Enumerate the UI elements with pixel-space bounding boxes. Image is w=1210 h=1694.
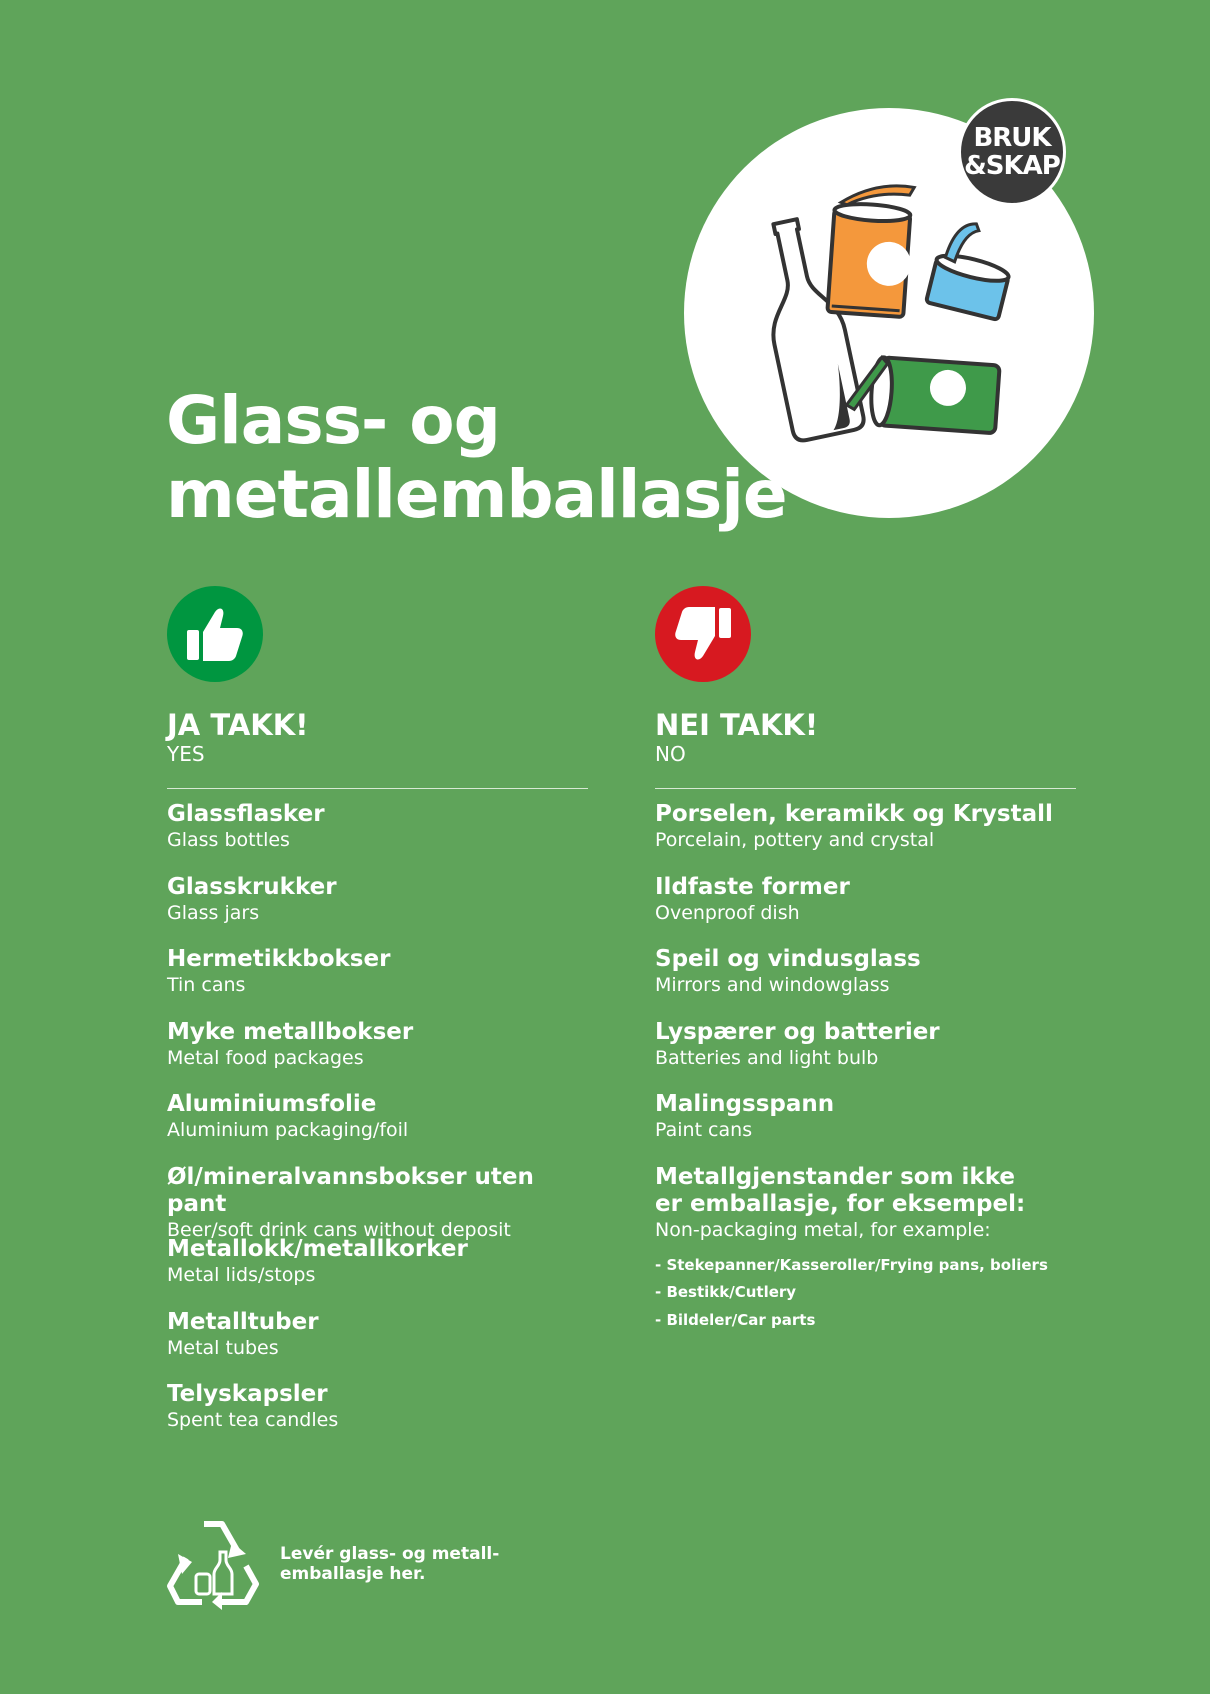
list-item (655, 1019, 1079, 1092)
item-translation: Glass jars (167, 901, 260, 924)
rejected-subheading: NO (655, 742, 686, 766)
item-translation: Spent tea candles (167, 1409, 339, 1431)
item-name: Aluminiumsfolie (167, 1091, 377, 1117)
item-translation: Metal lids/stops (167, 1264, 316, 1286)
item-translation: Batteries and light bulb (655, 1046, 879, 1069)
item-name: Glasskrukker (167, 873, 337, 900)
green-can-icon (845, 355, 999, 433)
footer (166, 1518, 499, 1610)
divider (167, 788, 588, 789)
list-item (655, 1164, 1079, 1335)
item-translation: Porcelain, pottery and crystal (655, 829, 935, 851)
item-name: Metalltuber (167, 1308, 319, 1335)
thumbs-down-icon (655, 586, 751, 682)
accepted-heading-block (167, 708, 591, 766)
item-name: Metallokk/metallkorker (167, 1236, 468, 1262)
page-title-line1: Glass- og (166, 382, 500, 459)
accepted-subheading: YES (167, 742, 205, 766)
item-translation: Metal food packages (167, 1046, 364, 1069)
rejected-heading-block (655, 708, 1079, 766)
item-name: Myke metallbokser (167, 1018, 414, 1045)
list-item (167, 1163, 591, 1241)
item-name: Glassflasker (167, 801, 325, 827)
item-translation: Aluminium packaging/foil (167, 1119, 409, 1141)
item-translation: Tin cans (167, 974, 246, 996)
item-name: Lyspærer og batterier (655, 1018, 940, 1045)
item-name: Øl/mineralvannsbokser uten pant (167, 1163, 534, 1217)
item-name: Speil og vindusglass (655, 946, 921, 972)
list-item (167, 874, 591, 947)
example-item: - Bestikk/Cutlery (655, 1283, 797, 1301)
list-item (167, 1091, 591, 1164)
footer-text-line1: Levér glass- og metall- (280, 1544, 500, 1564)
divider (655, 788, 1076, 789)
list-item (167, 801, 591, 874)
item-translation: Metal tubes (167, 1336, 279, 1359)
accepted-heading: JA TAKK! (167, 708, 309, 742)
examples-list (655, 1252, 1079, 1335)
footer-text-line2: emballasje her. (280, 1564, 426, 1584)
page-title-line2: metallemballasje (166, 456, 787, 533)
list-item (167, 946, 591, 1019)
orange-can-icon (827, 181, 916, 317)
example-item: - Stekepanner/Kasseroller/Frying pans, boliers (655, 1255, 1048, 1274)
item-name: Porselen, keramikk og Krystall (655, 801, 1053, 827)
brand-logo (958, 98, 1066, 206)
rejected-column (655, 586, 1079, 1334)
item-name-line1: Metallgjenstander som ikke (655, 1163, 1016, 1190)
list-item (167, 1381, 591, 1454)
item-translation: Ovenproof dish (655, 901, 800, 924)
list-item (655, 801, 1079, 874)
list-item (167, 1309, 591, 1382)
accepted-column (167, 586, 591, 1454)
thumbs-up-icon (167, 586, 263, 682)
rejected-list (655, 801, 1079, 1334)
brand-logo-line2: &SKAP (964, 151, 1060, 181)
list-item (655, 874, 1079, 947)
item-translation: Beer/soft drink cans without deposit (167, 1218, 511, 1241)
list-item (167, 1236, 591, 1309)
list-item (655, 1091, 1079, 1164)
recycle-icon (166, 1518, 260, 1610)
item-translation: Mirrors and windowglass (655, 974, 890, 996)
brand-logo-line1: BRUK (973, 123, 1051, 153)
list-item (167, 1019, 591, 1092)
rejected-heading: NEI TAKK! (655, 708, 819, 742)
accepted-list (167, 801, 591, 1454)
footer-text (280, 1544, 499, 1584)
item-name: Malingsspann (655, 1091, 835, 1117)
list-item (655, 946, 1079, 1019)
page-title (166, 384, 787, 532)
item-name: Hermetikkbokser (167, 946, 391, 972)
item-name-line2: er emballasje, for eksempel: (655, 1190, 1026, 1217)
item-name: Ildfaste former (655, 873, 850, 900)
example-item: - Bildeler/Car parts (655, 1310, 816, 1329)
item-translation: Glass bottles (167, 829, 290, 851)
blue-tin-icon (926, 217, 1019, 320)
item-translation: Non-packaging metal, for example: (655, 1218, 991, 1241)
item-translation: Paint cans (655, 1119, 753, 1141)
item-name: Telyskapsler (167, 1381, 328, 1407)
